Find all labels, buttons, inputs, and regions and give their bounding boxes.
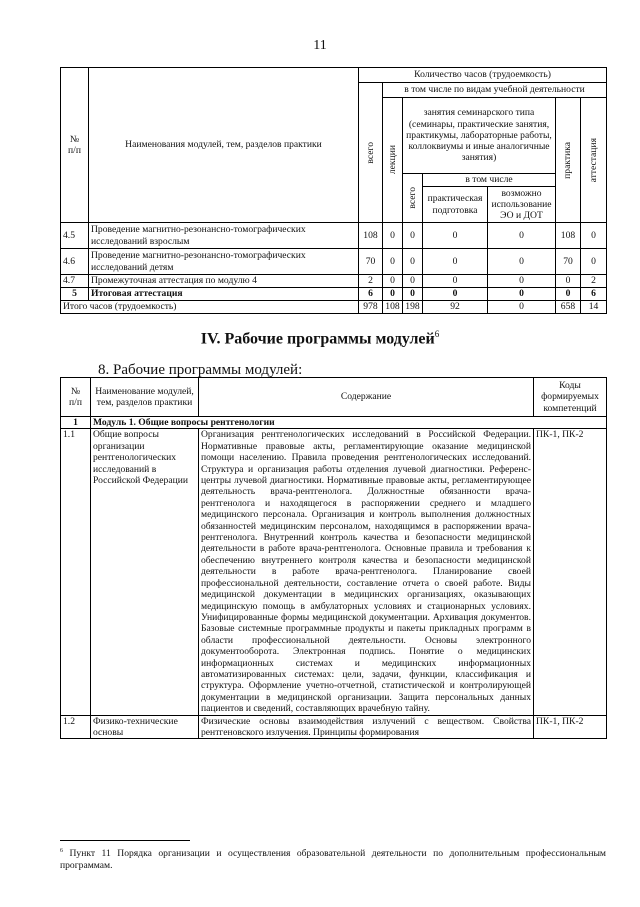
table-row: 4.6 Проведение магнитно-резонансно-томографических исследований детям 70 0 0 0 0 70 0 [61, 249, 607, 275]
seminar-header: занятия семинарского типа (семинары, практические занятия, практикумы, лабораторные работы, коллоквиумы и иные аналогичные занятия) [403, 98, 556, 174]
footnote-ref: 6 [434, 329, 440, 339]
col-eo-dot-header: возможно использование ЭО и ДОТ [488, 187, 556, 223]
col-lectures-header: лекции [383, 98, 403, 223]
table-row: 5 Итоговая аттестация 6 0 0 0 0 0 6 [61, 288, 607, 301]
total-row: Итого часов (трудоемкость) 978 108 198 92 0 658 14 [61, 301, 607, 314]
modules-table [60, 377, 607, 739]
col-name-header: Наименования модулей, тем, разделов практики [89, 68, 359, 223]
col-num-header: № п/п [61, 68, 89, 223]
col-attestation-header: аттестация [581, 98, 607, 223]
col-content-header: Содержание [199, 378, 534, 417]
subsection-title: 8. Рабочие программы модулей: [98, 362, 303, 378]
col-practical-prep-header: практическая подготовка [423, 187, 488, 223]
col-practice-header: практика [556, 98, 581, 223]
incl-header: в том числе [423, 174, 556, 187]
col-seminar-total-header: всего [403, 174, 423, 223]
hours-table [60, 67, 607, 314]
page-number: 11 [313, 38, 327, 53]
col-name-header: Наименование модулей, тем, разделов практики [91, 378, 199, 417]
col-total-header: всего [359, 83, 383, 223]
table-row: 4.5 Проведение магнитно-резонансно-томографических исследований взрослым 108 0 0 0 0 108 0 [61, 223, 607, 249]
table-row: 1.1 Общие вопросы организации рентгенологических исследований в Российской Федерации Организация рентгенологических исследований в Российской Федерации. Нормативные правовые акты, регламентирующие оказание медицинской помощи населению. Правила проведения рентгенологических исследований. Структура и организация работы отделения лучевой диагностики. Референс-центры лучевой диагностики. Нормативные правовые акты, регламентирующее деятельность врача-рентгенолога. Должностные обязанности врача-рентгенолога и находящегося в распоряжении среднего и младшего медицинского персонала. Организация и контроль выполнения должностных обязанностей медицинским персоналом, находящимся в распоряжении врача-рентгенолога. Внутренний контроль качества и безопасности медицинской деятельности в работе врача-рентгенолога. Основные правила и требования к обеспечению внутреннего контроля качества и безопасности медицинской деятельности в работе врача-рентгенолога. Планирование своей профессиональной деятельности, составление отчета о своей работе. Виды медицинской документации в медицинских организациях, оказывающих медицинскую помощь в амбулаторных условиях и стационарных условиях. Унифицированные формы медицинской документации. Архивация документов. Базовые системные программные продукты и пакеты прикладных программ в области профессиональной деятельности. Основы электронного документооборота. Электронная подпись. Понятие о медицинских информационных системах и медицинских информационных автоматизированных системах: цели, задачи, функции, классификация и структура. Оформление учетно-отчетной, статистической и контролирующей документации в медицинской организации. Защита персональных данных пациентов и сведений, составляющих врачебную тайну. ПК-1, ПК-2 [61, 429, 607, 715]
footnote-mark: 6 [60, 848, 63, 854]
total-hours-header: Количество часов (трудоемкость) [359, 68, 607, 83]
col-num-header: № п/п [61, 378, 91, 417]
footnote-divider [60, 840, 190, 841]
by-types-header: в том числе по видам учебной деятельности [383, 83, 607, 98]
footnote: $^6$ Пункт 11 Порядка организации и осуществления образовательной деятельности по дополнительным профессиональным программам. [60, 848, 606, 872]
table-row: 4.7 Промежуточная аттестация по модулю 4 2 0 0 0 0 0 2 [61, 275, 607, 288]
module-row: 1 Модуль 1. Общие вопросы рентгенологии [61, 417, 607, 429]
table-row: 1.2 Физико-технические основы Физические основы взаимодействия излучений с веществом. Свойства рентгеновского излучения. Принципы формирования ПК-1, ПК-2 [61, 715, 607, 739]
section-heading: IV. Рабочие программы модулей$^6$ [200, 329, 440, 348]
col-codes-header: Коды формируемых компетенций [534, 378, 607, 417]
